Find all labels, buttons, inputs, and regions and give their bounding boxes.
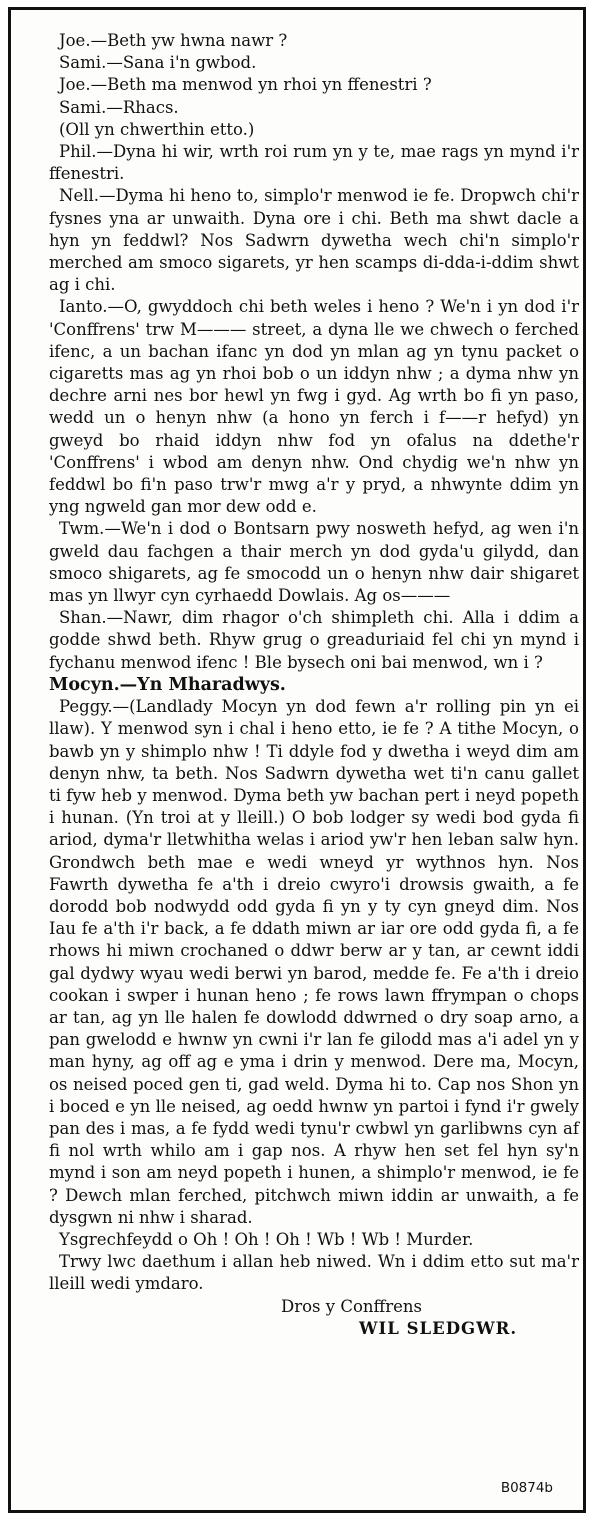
dialogue-line: Nell.—Dyma hi heno to, simplo'r menwod ie fe. Dropwch chi'r fysnes yna ar unwaith. Dyna ore i chi. Beth ma shwt dacle a hyn yn feddwl? Nos Sadwrn dywetha wech chi'n simplo'r merched am smoco sigarets, yr hen scamps di-dda-i-ddim shwt ag i chi. — [49, 186, 579, 295]
clipping-frame — [8, 7, 586, 1513]
dialogue-line: Phil.—Dyna hi wir, wrth roi rum yn y te, mae rags yn mynd i'r ffenestri. — [49, 142, 579, 184]
dialogue-line: Shan.—Nawr, dim rhagor o'ch shimpleth chi. Alla i ddim a godde shwd beth. Rhyw grug o greaduriaid fel chi yn mynd i fychanu menwod ifenc ! Ble bysech oni bai menwod, wn i ? — [49, 608, 579, 672]
dialogue-line: Twm.—We'n i dod o Bontsarn pwy nosweth hefyd, ag wen i'n gweld dau fachgen a thair merch yn dod gyda'u gilydd, dan smoco shigarets, ag fe smocodd un o henyn nhw dair shigaret mas yn llwyr cyn cyrhaedd Dowlais. Ag os——— — [49, 519, 579, 606]
dialogue-line: Sami.—Sana i'n gwbod. — [59, 53, 257, 73]
scene-heading: Mocyn.—Yn Mharadwys. — [49, 674, 286, 695]
stage-direction: (Oll yn chwerthin etto.) — [59, 119, 255, 139]
dialogue-line: Joe.—Beth ma menwod yn rhoi yn ffenestri ? — [59, 75, 432, 95]
dialogue-line: Peggy.—(Landlady Mocyn yn dod fewn a'r rolling pin yn ei llaw). Y menwod syn i chal i heno etto, ie fe ? A tithe Mocyn, o bawb yn y shimplo nhw ! Ti ddyle fod y dwetha i weyd dim am denyn nhw, ta beth. Nos Sadwrn dywetha wet ti'n canu gallet ti fyw heb y menwod. Dyma beth yw bachan pert i neyd popeth i hunan. (Yn troi at y lleill.) O bob lodger sy wedi bod gyda fi ariod, dyma'r lletwhitha welas i ariod yw'r hen leban salw hyn. Grondwch beth mae e wedi wneyd yr wythnos hyn. Nos Fawrth dywetha fe a'th i dreio cwyro'i drowsis gwaith, a fe dorodd bob nodwydd odd gyda fi yn y ty cyn gneyd dim. Nos Iau fe a'th i'r back, a fe ddath miwn ar iar ore odd gyda fi, a fe rhows hi miwn crochaned o ddwr berw ar y tan, ar cewnt iddi gal dydwy wyau wedi berwi yn barod, medde fe. Fe a'th i dreio cookan i swper i hunan heno ; fe rows lawn ffrympan o chops ar tan, ag yn lle halen fe dowlodd ddwrned o dry soap arno, a pan gwelodd e hwnw yn cwni i'r lan fe gilodd mas a'i adel yn y man hyny, ag off ag e yma i drin y menwod. Dere ma, Mocyn, os neised poced gen ti, gad weld. Dyma hi to. Cap nos Shon yn i boced e yn lle neised, ag oedd hwnw yn partoi i fynd i'r gwely pan des i mas, a fe fydd wedi tynu'r cwbwl yn garlibwns cyn af fi nol wrth whilo am i gap nos. A rhyw hen set fel hyn sy'n mynd i son am neyd popeth i hunen, a shimplo'r menwod, ie fe ? Dewch mlan ferched, pitchwch miwn iddin ar unwaith, a fe dysgwn ni nhw i sharad. — [49, 697, 579, 1227]
dialogue-line: Sami.—Rhacs. — [59, 97, 179, 117]
dialogue-line: Ianto.—O, gwyddoch chi beth weles i heno ? We'n i yn dod i'r 'Conffrens' trw M——— street, a dyna lle we chwech o ferched ifenc, a un bachan ifanc yn dod yn mlan ag yn tynu packet o cigaretts mas ag yn rhoi bob o un iddyn nhw ; a dyma nhw yn dechre arni nes bor hewl yn fwg i gyd. Ag wrth bo fi yn paso, wedd un o henyn nhw (a hono yn ferch i f——r hefyd) yn gweyd bo rhaid iddyn nhw fod yn ofalus na ddethe'r 'Conffrens' i wbod am denyn nhw. Ond chydig we'n nhw yn feddwl bo fi'n paso trw'r mwg a'r y pryd, a nhwynte ddim yn yng ngweld gan mor dew odd e. — [49, 297, 579, 517]
reference-code: B0874b — [500, 1480, 553, 1496]
signature-name: WIL SLEDGWR. — [359, 1318, 518, 1338]
dialogue-line: Joe.—Beth yw hwna nawr ? — [59, 31, 288, 50]
signature-line-1: Dros y Conffrens — [281, 1296, 422, 1316]
narration-line: Trwy lwc daethum i allan heb niwed. Wn i ddim etto sut ma'r lleill wedi ymdaro. — [49, 1252, 579, 1294]
stage-direction: Ysgrechfeydd o Oh ! Oh ! Oh ! Wb ! Wb ! Murder. — [59, 1229, 474, 1249]
article-column — [49, 30, 579, 1340]
